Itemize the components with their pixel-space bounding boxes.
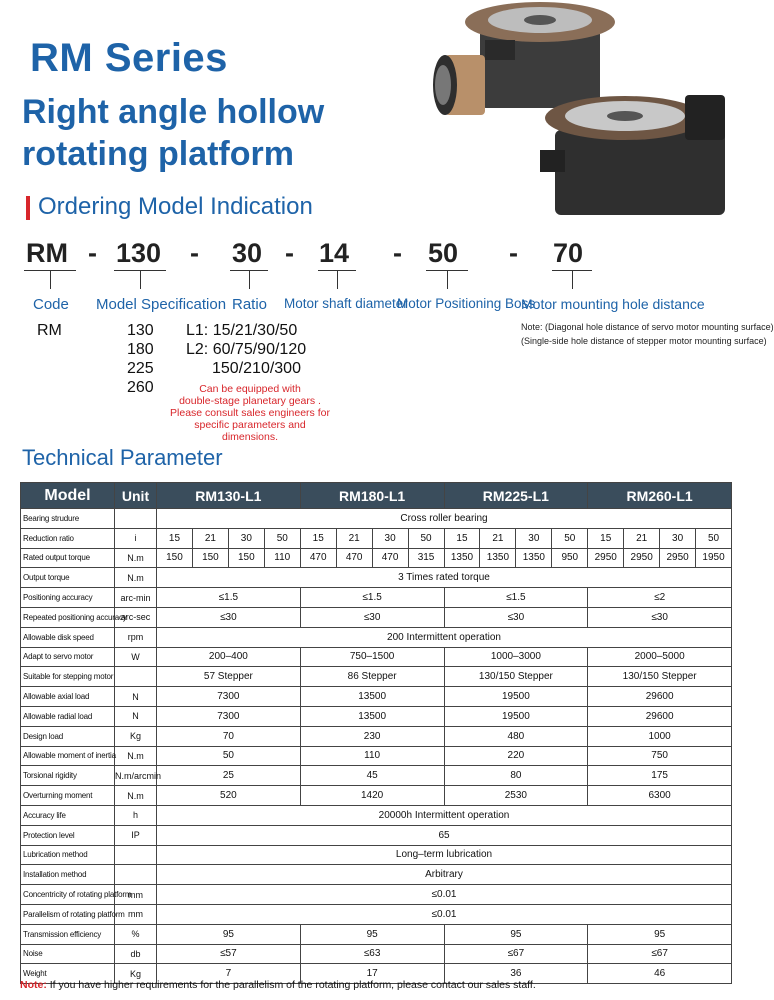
param-value: 50 <box>696 528 732 548</box>
double-stage-note-line: Please consult sales engineers for <box>170 407 330 419</box>
param-value: 25 <box>157 766 301 786</box>
param-value: 2530 <box>444 786 588 806</box>
table-row <box>21 766 732 786</box>
param-value: 21 <box>192 528 228 548</box>
param-value: 95 <box>588 924 732 944</box>
table-row <box>21 885 732 905</box>
param-name: Design load <box>21 726 115 746</box>
code-dash: - <box>509 238 518 268</box>
param-value: 80 <box>444 766 588 786</box>
param-value: 1950 <box>696 548 732 568</box>
table-row <box>21 786 732 806</box>
param-name: Lubrication method <box>21 845 115 865</box>
param-name: Suitable for stepping motor <box>21 667 115 687</box>
param-value: 13500 <box>300 706 444 726</box>
ordering-heading: Ordering Model Indication <box>38 193 313 220</box>
code-connector <box>50 271 51 289</box>
subtitle-line-1: Right angle hollow <box>22 93 325 131</box>
param-value: 15 <box>588 528 624 548</box>
param-unit: IP <box>115 825 157 845</box>
param-name: Torsional rigidity <box>21 766 115 786</box>
param-value: 200–400 <box>157 647 301 667</box>
param-value: Arbitrary <box>157 865 732 885</box>
param-unit: arc-min <box>115 588 157 608</box>
param-value: 21 <box>336 528 372 548</box>
param-value: 130/150 Stepper <box>444 667 588 687</box>
table-row <box>21 904 732 924</box>
param-name: Weight <box>21 964 115 984</box>
table-row <box>21 924 732 944</box>
label-model-spec: Model Specification <box>96 296 227 313</box>
param-value: 45 <box>300 766 444 786</box>
subtitle-line-2: rotating platform <box>22 135 294 173</box>
table-row <box>21 746 732 766</box>
param-value: 19500 <box>444 706 588 726</box>
param-value: 95 <box>444 924 588 944</box>
param-value: 2950 <box>624 548 660 568</box>
param-name: Allowable radial load <box>21 706 115 726</box>
param-name: Installation method <box>21 865 115 885</box>
param-name: Adapt to servo motor <box>21 647 115 667</box>
param-value: 21 <box>480 528 516 548</box>
table-header-row <box>21 483 732 509</box>
param-value: 50 <box>408 528 444 548</box>
param-value: 57 Stepper <box>157 667 301 687</box>
param-name: Repeated positioning accuracy <box>21 607 115 627</box>
param-value: 480 <box>444 726 588 746</box>
param-name: Allowable axial load <box>21 687 115 707</box>
param-value: ≤67 <box>588 944 732 964</box>
param-name: Noise <box>21 944 115 964</box>
code-shaft: 14 <box>319 238 350 268</box>
code-dash: - <box>393 238 402 268</box>
param-value: 65 <box>157 825 732 845</box>
param-unit: N.m <box>115 746 157 766</box>
footnote-text: If you have higher requirements for the parallelism of the rotating platform, please contact our sales staff. <box>46 979 536 991</box>
param-name: Positioning accuracy <box>21 588 115 608</box>
param-unit: arc-sec <box>115 607 157 627</box>
param-value: 7 <box>157 964 301 984</box>
table-row <box>21 528 732 548</box>
param-value: 220 <box>444 746 588 766</box>
hole-distance-note-1: Note: (Diagonal hole distance of servo motor mounting surface) <box>521 322 774 332</box>
label-hole-distance: Motor mounting hole distance <box>521 296 705 312</box>
code-dash: - <box>190 238 199 268</box>
param-value: 1350 <box>480 548 516 568</box>
param-unit: N <box>115 687 157 707</box>
code-connector <box>337 271 338 289</box>
param-value: ≤1.5 <box>444 588 588 608</box>
param-value: 19500 <box>444 687 588 707</box>
param-value: 2950 <box>588 548 624 568</box>
param-name: Parallelism of rotating platform <box>21 904 115 924</box>
table-row <box>21 825 732 845</box>
param-value: 50 <box>264 528 300 548</box>
param-value: 150 <box>192 548 228 568</box>
param-unit: rpm <box>115 627 157 647</box>
param-unit <box>115 865 157 885</box>
param-value: 150 <box>157 548 193 568</box>
header-model-name: RM180-L1 <box>300 483 444 509</box>
param-value: 30 <box>228 528 264 548</box>
param-value: 470 <box>372 548 408 568</box>
param-unit: mm <box>115 885 157 905</box>
param-name: Allowable disk speed <box>21 627 115 647</box>
technical-parameter-heading: Technical Parameter <box>22 445 223 470</box>
param-value: ≤67 <box>444 944 588 964</box>
code-dash: - <box>285 238 294 268</box>
param-value: 95 <box>157 924 301 944</box>
param-unit: i <box>115 528 157 548</box>
param-unit <box>115 845 157 865</box>
code-ratio: 30 <box>232 238 263 268</box>
table-row <box>21 706 732 726</box>
param-value: 110 <box>264 548 300 568</box>
param-name: Protection level <box>21 825 115 845</box>
model-value: 130 <box>127 322 154 339</box>
table-body <box>21 509 732 984</box>
param-value: 1350 <box>444 548 480 568</box>
code-connector <box>572 271 573 289</box>
param-value: ≤0.01 <box>157 904 732 924</box>
label-ratio: Ratio <box>232 296 268 313</box>
table-row <box>21 647 732 667</box>
param-unit: Kg <box>115 726 157 746</box>
param-value: 750 <box>588 746 732 766</box>
param-name: Overturning moment <box>21 786 115 806</box>
param-value: 30 <box>516 528 552 548</box>
rotating-platform-front <box>540 95 725 215</box>
double-stage-note-line: Can be equipped with <box>199 383 301 395</box>
code-dash: - <box>88 238 97 268</box>
param-name: Allowable moment of inertia <box>21 746 115 766</box>
param-value: 46 <box>588 964 732 984</box>
hole-distance-note-2: (Single-side hole distance of stepper motor mounting surface) <box>521 336 767 346</box>
param-value: 30 <box>372 528 408 548</box>
param-unit: N.m <box>115 548 157 568</box>
param-value: 29600 <box>588 706 732 726</box>
code-connector <box>249 271 250 289</box>
param-value: 7300 <box>157 706 301 726</box>
param-value: 7300 <box>157 687 301 707</box>
param-name: Reduction ratio <box>21 528 115 548</box>
footnote-label: Note: <box>20 979 47 991</box>
code-boss: 50 <box>428 238 459 268</box>
model-value: 225 <box>127 360 154 377</box>
ratio-l2: L2: 60/75/90/120 <box>186 341 307 358</box>
param-value: 36 <box>444 964 588 984</box>
param-value: 110 <box>300 746 444 766</box>
table-row <box>21 726 732 746</box>
label-positioning-boss: Motor Positioning Boss <box>397 296 536 311</box>
param-value: 1000 <box>588 726 732 746</box>
param-value: 2000–5000 <box>588 647 732 667</box>
param-value: ≤2 <box>588 588 732 608</box>
param-value: 470 <box>336 548 372 568</box>
table-row <box>21 944 732 964</box>
param-value: 750–1500 <box>300 647 444 667</box>
param-unit <box>115 667 157 687</box>
param-value: 15 <box>444 528 480 548</box>
code-rm: RM <box>26 238 68 268</box>
double-stage-note-line: double-stage planetary gears . <box>179 395 321 407</box>
param-unit: N.m/arcmin <box>115 766 157 786</box>
param-value: ≤57 <box>157 944 301 964</box>
rotating-platform-back <box>433 2 615 115</box>
code-connector <box>140 271 141 289</box>
param-value: ≤30 <box>444 607 588 627</box>
model-value: 260 <box>127 379 154 396</box>
code-hole: 70 <box>553 238 584 268</box>
param-value: 315 <box>408 548 444 568</box>
table-row <box>21 509 732 529</box>
param-value: 2950 <box>660 548 696 568</box>
header-unit: Unit <box>115 483 157 509</box>
param-value: 1000–3000 <box>444 647 588 667</box>
page-title: RM Series <box>30 36 228 80</box>
param-value: 95 <box>300 924 444 944</box>
param-unit: Kg <box>115 964 157 984</box>
param-value: 1350 <box>516 548 552 568</box>
param-value: ≤1.5 <box>300 588 444 608</box>
code-connector <box>447 271 448 289</box>
param-unit: db <box>115 944 157 964</box>
param-value: ≤30 <box>588 607 732 627</box>
param-value: 86 Stepper <box>300 667 444 687</box>
table-row <box>21 805 732 825</box>
double-stage-note-line: specific parameters and dimensions. <box>194 419 306 443</box>
table-row <box>21 845 732 865</box>
param-name: Rated output torque <box>21 548 115 568</box>
product-image <box>415 0 735 225</box>
header-model-name: RM130-L1 <box>157 483 301 509</box>
param-value: 1420 <box>300 786 444 806</box>
param-value: 50 <box>552 528 588 548</box>
param-value: 15 <box>157 528 193 548</box>
param-unit: mm <box>115 904 157 924</box>
param-value: 6300 <box>588 786 732 806</box>
model-value: 180 <box>127 341 154 358</box>
param-name: Accuracy life <box>21 805 115 825</box>
technical-parameter-table <box>20 482 732 984</box>
param-value: Cross roller bearing <box>157 509 732 529</box>
param-unit: h <box>115 805 157 825</box>
param-value: 200 Intermittent operation <box>157 627 732 647</box>
param-value: 520 <box>157 786 301 806</box>
ratio-l1: L1: 15/21/30/50 <box>186 322 298 339</box>
param-value: 15 <box>300 528 336 548</box>
param-value: 13500 <box>300 687 444 707</box>
param-value: 470 <box>300 548 336 568</box>
label-code: Code <box>33 296 69 313</box>
double-stage-note <box>165 383 335 443</box>
header-model: Model <box>21 483 115 509</box>
param-unit: W <box>115 647 157 667</box>
param-unit: N.m <box>115 568 157 588</box>
label-shaft-diameter: Motor shaft diameter <box>284 296 408 311</box>
table-row <box>21 627 732 647</box>
param-value: 17 <box>300 964 444 984</box>
param-value: 175 <box>588 766 732 786</box>
param-value: Long–term lubrication <box>157 845 732 865</box>
param-name: Transmission efficiency <box>21 924 115 944</box>
code-model: 130 <box>116 238 162 268</box>
param-value: ≤30 <box>300 607 444 627</box>
param-unit: N <box>115 706 157 726</box>
param-value: 30 <box>660 528 696 548</box>
table-row <box>21 607 732 627</box>
param-value: 950 <box>552 548 588 568</box>
table-row <box>21 568 732 588</box>
param-value: 50 <box>157 746 301 766</box>
param-value: 29600 <box>588 687 732 707</box>
code-value: RM <box>37 322 62 339</box>
param-value: ≤1.5 <box>157 588 301 608</box>
section-accent-bar <box>26 196 30 220</box>
param-value: 70 <box>157 726 301 746</box>
param-value: 230 <box>300 726 444 746</box>
table-row <box>21 588 732 608</box>
param-value: 20000h Intermittent operation <box>157 805 732 825</box>
table-row <box>21 865 732 885</box>
param-value: 150 <box>228 548 264 568</box>
param-unit <box>115 509 157 529</box>
param-name: Output torque <box>21 568 115 588</box>
param-value: ≤30 <box>157 607 301 627</box>
header-model-name: RM260-L1 <box>588 483 732 509</box>
param-value: 21 <box>624 528 660 548</box>
table-row <box>21 667 732 687</box>
param-value: 3 Times rated torque <box>157 568 732 588</box>
header-model-name: RM225-L1 <box>444 483 588 509</box>
ratio-l2-continued: 150/210/300 <box>212 360 301 377</box>
table-row <box>21 548 732 568</box>
table-row <box>21 687 732 707</box>
param-unit: % <box>115 924 157 944</box>
param-name: Bearing strudure <box>21 509 115 529</box>
param-name: Concentricity of rotating platform <box>21 885 115 905</box>
footnote <box>20 979 536 991</box>
param-value: 130/150 Stepper <box>588 667 732 687</box>
param-unit: N.m <box>115 786 157 806</box>
param-value: ≤63 <box>300 944 444 964</box>
param-value: ≤0.01 <box>157 885 732 905</box>
